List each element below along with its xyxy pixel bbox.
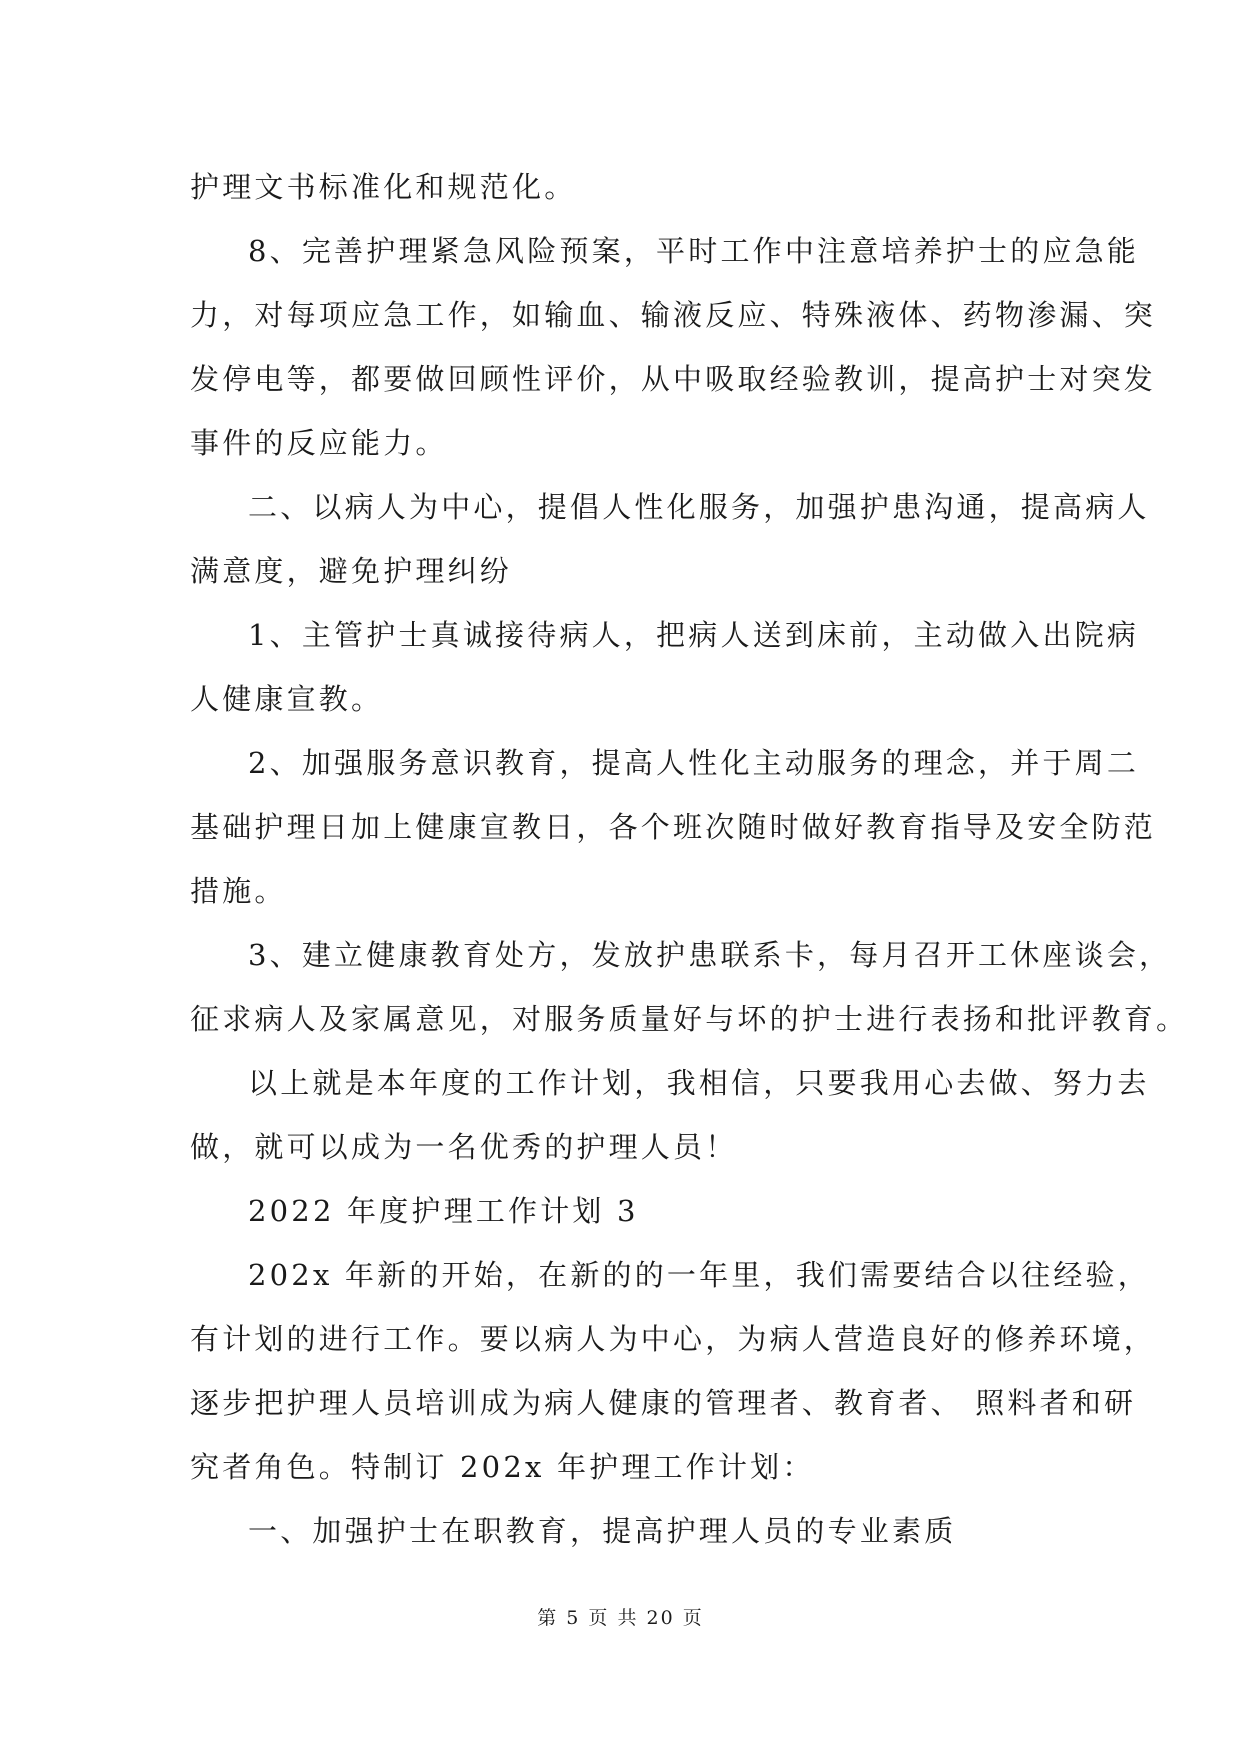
text-line: 3、建立健康教育处方，发放护患联系卡，每月召开工休座谈会， bbox=[248, 938, 1172, 972]
text-line: 满意度，避免护理纠纷 bbox=[190, 554, 513, 588]
text-line: 做，就可以成为一名优秀的护理人员！ bbox=[190, 1130, 738, 1164]
text-line: 护理文书标准化和规范化。 bbox=[190, 170, 577, 204]
text-line: 1、主管护士真诚接待病人，把病人送到床前，主动做入出院病 bbox=[248, 618, 1140, 652]
text-line: 2、加强服务意识教育，提高人性化主动服务的理念，并于周二 bbox=[248, 746, 1140, 780]
text-line: 基础护理日加上健康宣教日，各个班次随时做好教育指导及安全防范 bbox=[190, 810, 1157, 844]
text-line: 事件的反应能力。 bbox=[190, 426, 448, 460]
text-line: 征求病人及家属意见，对服务质量好与坏的护士进行表扬和批评教育。 bbox=[190, 1002, 1189, 1036]
text-line: 究者角色。特制订 202x 年护理工作计划： bbox=[190, 1450, 815, 1484]
text-line: 202x 年新的开始，在新的的一年里，我们需要结合以往经验， bbox=[248, 1258, 1150, 1292]
page-number-footer: 第 5 页 共 20 页 bbox=[537, 1607, 704, 1629]
text-line: 8、完善护理紧急风险预案，平时工作中注意培养护士的应急能 bbox=[248, 234, 1140, 268]
section-heading: 2022 年度护理工作计划 3 bbox=[248, 1194, 639, 1228]
text-line: 二、以病人为中心，提倡人性化服务，加强护患沟通，提高病人 bbox=[248, 490, 1150, 524]
document-body bbox=[190, 155, 1189, 1563]
text-line: 力，对每项应急工作，如输血、输液反应、特殊液体、药物渗漏、突 bbox=[190, 298, 1157, 332]
text-line: 逐步把护理人员培训成为病人健康的管理者、教育者、 照料者和研 bbox=[190, 1386, 1137, 1420]
text-line: 人健康宣教。 bbox=[190, 682, 384, 716]
text-line: 有计划的进行工作。要以病人为中心，为病人营造良好的修养环境， bbox=[190, 1322, 1157, 1356]
text-line: 措施。 bbox=[190, 874, 287, 908]
text-line: 发停电等，都要做回顾性评价，从中吸取经验教训，提高护士对突发 bbox=[190, 362, 1157, 396]
text-line: 一、加强护士在职教育，提高护理人员的专业素质 bbox=[248, 1514, 957, 1548]
text-line: 以上就是本年度的工作计划，我相信，只要我用心去做、努力去 bbox=[248, 1066, 1150, 1100]
